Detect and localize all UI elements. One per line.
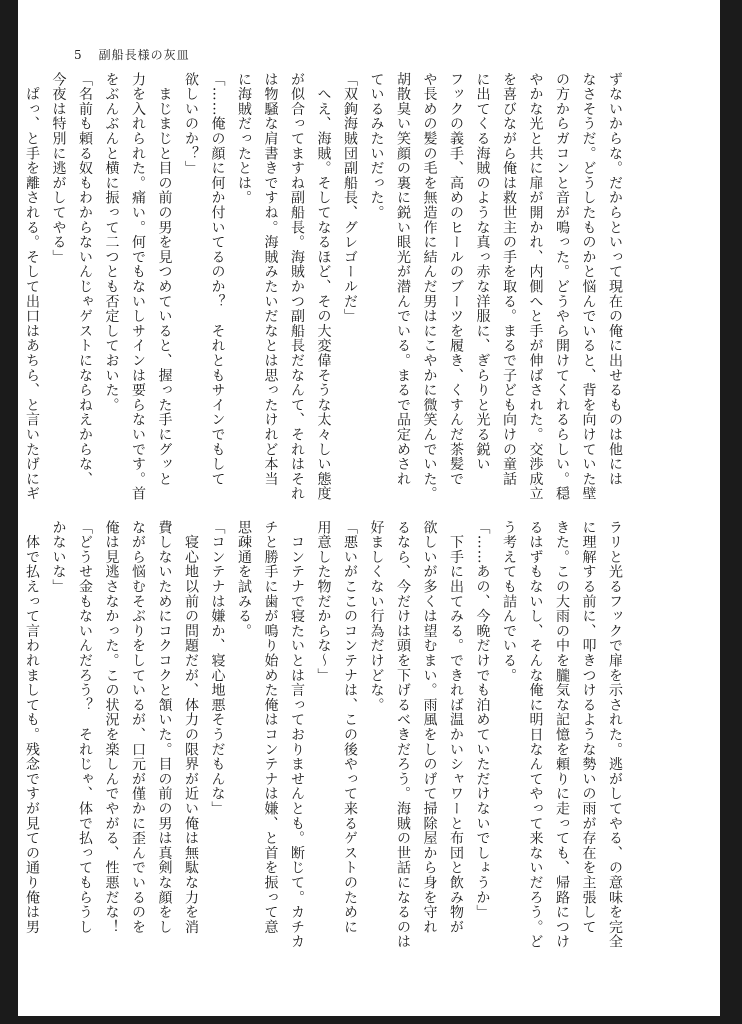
text-line: 欲しいのか？」 [183,72,199,176]
text-line: へえ、海賊。そしてなるほど、その大変偉そうな太々しい態度 [315,72,332,502]
text-line: 「名前も頼る奴もわからないんじゃゲストにならねえからな、 [77,72,93,487]
text-line: 体で払えって言われましても。残念ですが見ての通り俺は男 [24,520,40,935]
text-line: に出てくる海賊のような真っ赤な洋服に、ぎらりと光る鋭い [474,72,491,472]
text-line: 「双鉤海賊団副船長、グレゴールだ」 [342,72,358,324]
text-line: ているみたいだった。 [368,72,385,220]
running-header [74,46,190,63]
text-line: 「コンテナは嫌か、寝心地悪そうだもんな」 [209,520,226,816]
page-number: 5 [74,48,83,62]
text-line: やかな光と共に扉が開かれ、内側へと手が伸ばされた。交渉成立 [527,72,544,502]
text-line: なさそうだ。どうしたものかと悩んでいると、背を向けていた壁 [580,72,597,502]
text-line: 俺は見逃さなかった。この状況を楽しんでやがる、性悪だな！ [103,520,120,935]
text-line: 胡散臭い笑顔の裏に鋭い眼光が潜んでいる。まるで品定めされ [395,72,411,487]
text-line: 用意した物だからな～」 [315,520,332,683]
text-line: 今夜は特別に逃がしてやる」 [50,72,67,265]
text-line: かないな」 [50,520,67,594]
text-line: チと勝手に歯が鳴り始めた俺はコンテナは嫌、と首を振って意 [262,520,279,935]
text-line: 力を入れられた。痛い。何でもないしサインは要らないです。首 [130,72,146,502]
text-line: を喜びながら俺は救世主の手を取る。まるで子ども向けの童話 [501,72,517,487]
text-line: の方からガコンと音が鳴った。どうやら開けてくれるらしい。穏 [554,72,570,502]
text-line: ずないからな。だからといって現在の俺に出せるものは他には [607,72,623,487]
text-line: 欲しいが多くは望むまい。雨風をしのげて掃除屋から身を守れ [421,520,438,935]
text-line: 寝心地以前の問題だが、体力の限界が近い俺は無駄な力を消 [183,520,199,935]
text-line: 好ましくない行為だけどな。 [368,520,385,713]
text-line: 思疎通を試みる。 [236,520,252,639]
text-line: が似合ってますね副船長。海賊かつ副船長だなんて、それはそれ [289,72,305,502]
text-line: をぶんぶんと横に振って二つとも否定しておいた。 [103,72,120,413]
text-line: ラリと光るフックで扉を示された。逃がしてやる、の意味を完全 [607,520,623,950]
text-line: 「……俺の顔に何か付いてるのか？ それともサインでもして [209,72,226,487]
text-line: フックの義手、高めのヒールのブーツを履き、くすんだ茶髪で [448,72,464,487]
text-line: 下手に出てみる。できれば温かいシャワーと布団と飲み物が [448,520,464,935]
page-edge [720,0,742,1024]
text-line: 「……あの、今晩だけでも泊めていただけないでしょうか」 [474,520,491,920]
text-line: は物騒な肩書きですね。海賊みたいだなとは思ったけれど本当 [262,72,279,487]
text-line: 「悪いがここのコンテナは、この後やって来るゲストのために [342,520,358,935]
text-line: 「どうせ金もないんだろう？ それじゃ、体で払ってもらうし [77,520,93,935]
text-line: きた。この大雨の中を朧気な記憶を頼りに走っても、帰路につけ [554,520,570,950]
text-line: ながら悩むそぶりをしているが、口元が僅かに歪んでいるのを [130,520,146,935]
text-line: コンテナで寝たいとは言っておりませんとも。断じて。カチカ [289,520,305,950]
text-line: 費しないためにコクコクと頷いた。目の前の男は真剣な顔をし [156,520,173,935]
text-line: るなら、今だけは頭を下げるべきだろう。海賊の世話になるのは [395,520,411,950]
text-line: まじまじと目の前の男を見つめていると、握った手にグッと [156,72,173,487]
text-line: や長めの髪の毛を無造作に結んだ男はにこやかに微笑んでいた。 [421,72,438,502]
text-line: に理解する前に、叩きつけるような勢いの雨が存在を主張して [580,520,597,935]
text-line: に海賊だったとは。 [236,72,252,206]
text-block-bottom [24,520,628,960]
text-block-top [24,72,628,502]
text-line: ぱっ、と手を離される。そして出口はあちら、と言いたげにギ [24,72,40,502]
text-line: るはずもないし、そんな俺に明日なんてやって来ないだろう。ど [527,520,544,950]
book-title: 副船長様の灰皿 [98,48,190,62]
text-line: う考えても詰んでいる。 [501,520,517,683]
